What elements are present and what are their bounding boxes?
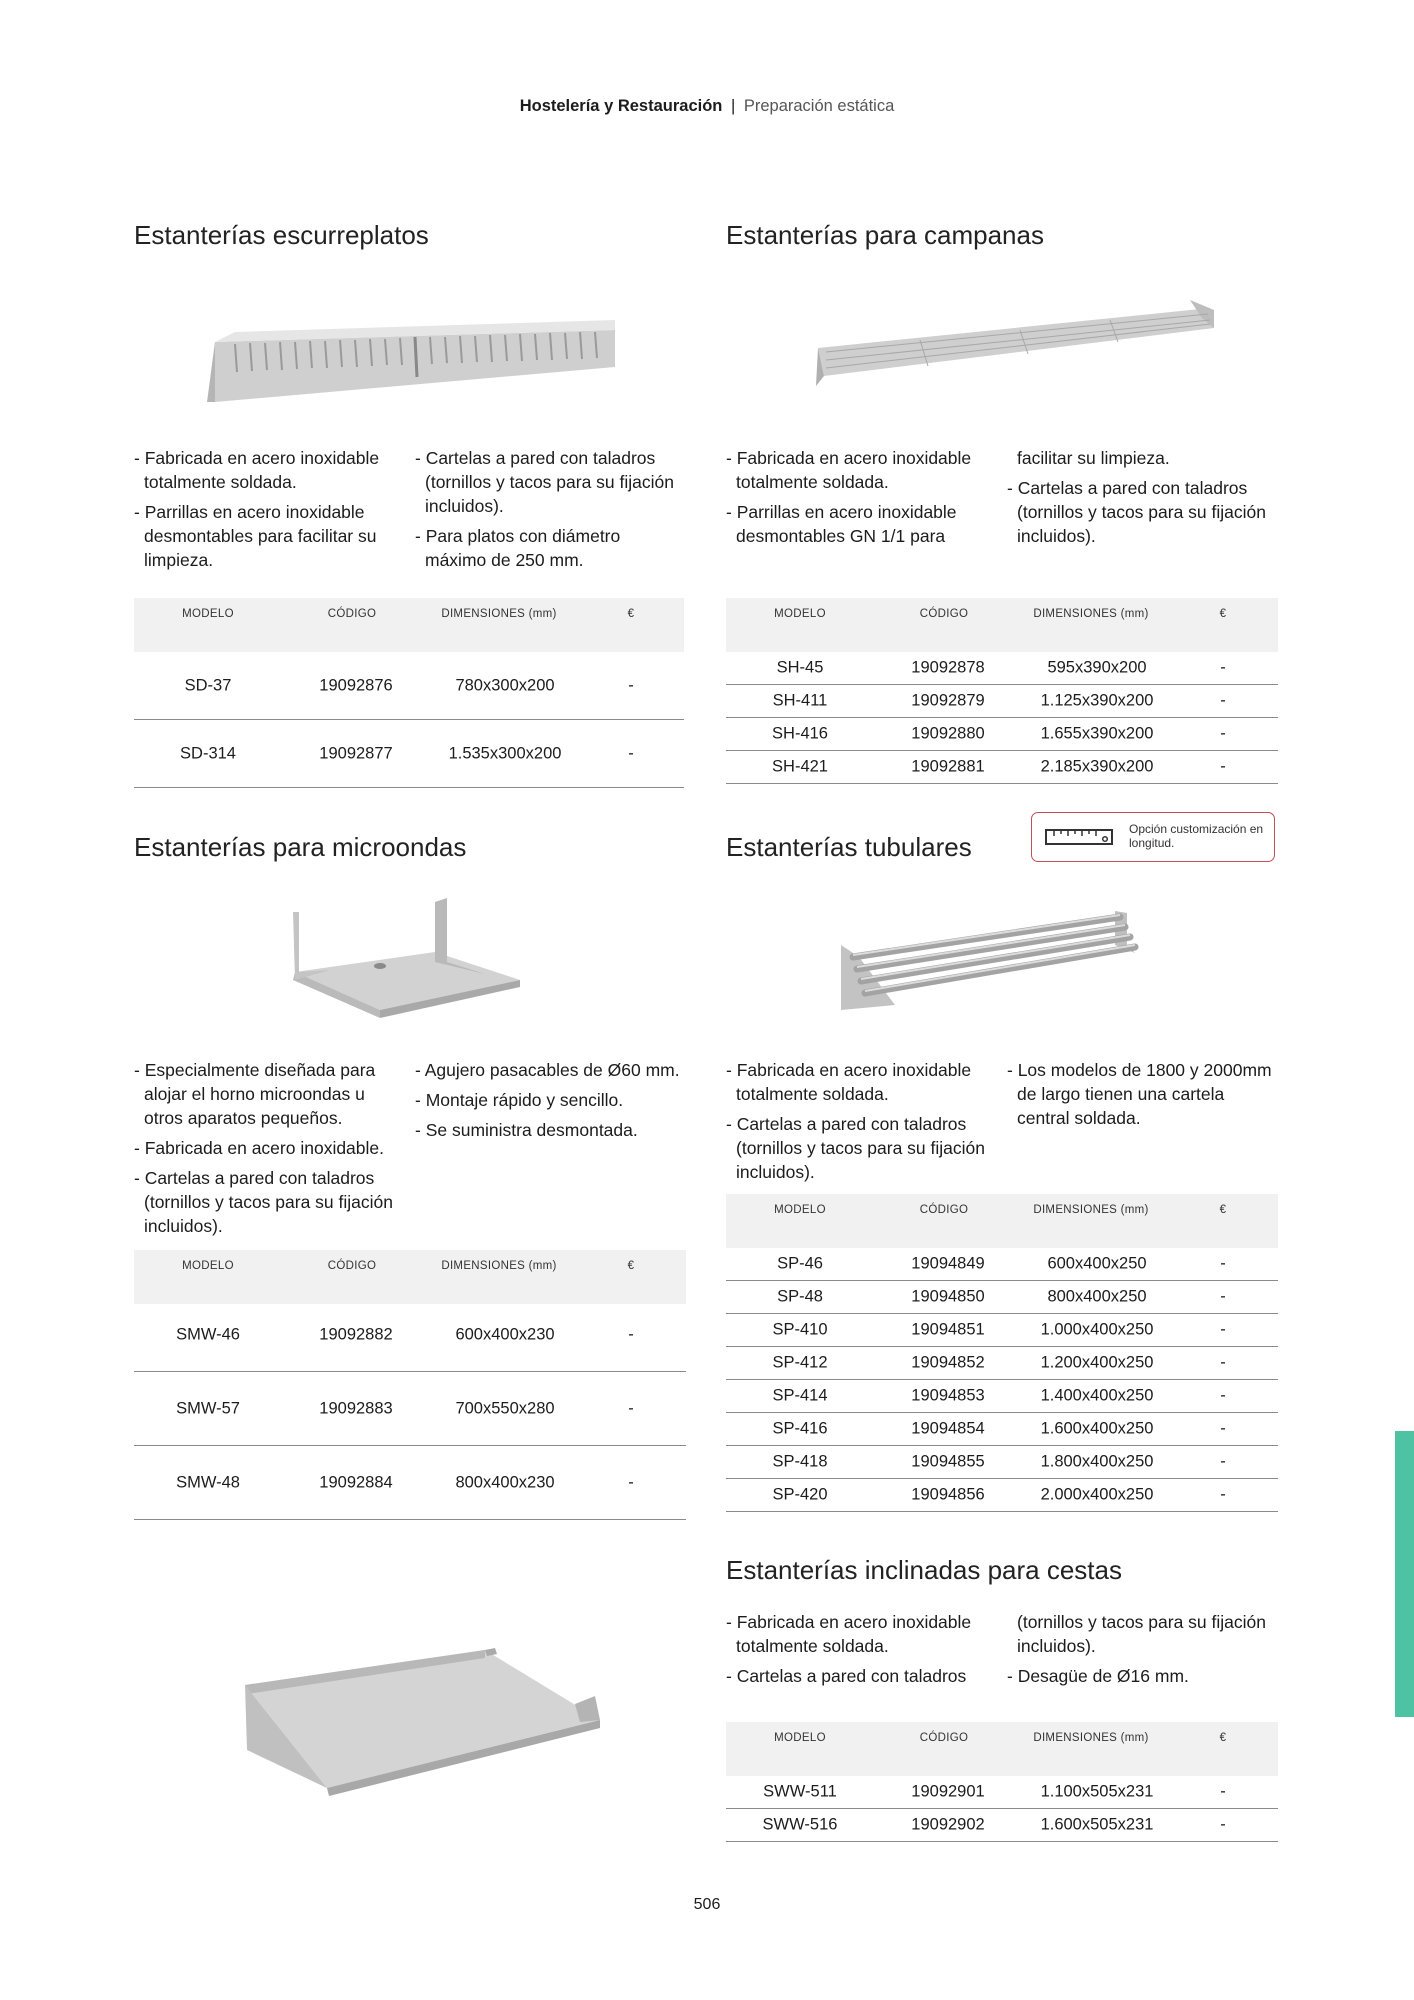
col-code: CÓDIGO	[919, 1204, 969, 1216]
cell-model: SP-420	[772, 1485, 828, 1504]
cell-price: -	[1220, 1287, 1226, 1306]
cell-code: 19092901	[911, 1782, 985, 1801]
cell-model: SH-416	[772, 724, 828, 743]
col-price: €	[1219, 1204, 1227, 1216]
microondas-table-header	[134, 1250, 686, 1304]
microwave-shelf-image	[285, 892, 525, 1022]
feature-item: - Se suministra desmontada.	[415, 1120, 638, 1140]
feature-item: - Parrillas en acero inoxidable desmontables para facilitar su limpieza.	[134, 502, 377, 570]
feature-item: - Fabricada en acero inoxidable.	[134, 1138, 385, 1158]
cestas-features-col1	[726, 1610, 1001, 1694]
cell-code: 19092881	[911, 757, 985, 776]
cell-code: 19092883	[319, 1399, 393, 1417]
col-dimensions: DIMENSIONES (mm)	[1033, 1732, 1149, 1744]
cell-code: 19094851	[911, 1320, 985, 1339]
table-row	[726, 1809, 1278, 1842]
feature-item: - Cartelas a pared con taladros (tornillos y tacos para su fijación incluidos).	[1007, 478, 1266, 546]
header-subcategory: Preparación estática	[743, 97, 895, 115]
cell-model: SH-411	[772, 691, 828, 710]
col-dimensions: DIMENSIONES (mm)	[1033, 1204, 1149, 1216]
col-price: €	[1219, 608, 1227, 620]
cell-code: 19092877	[319, 744, 393, 762]
table-row	[726, 751, 1278, 784]
cell-dimensions: 600x400x230	[455, 1325, 555, 1343]
cell-model: SP-414	[772, 1386, 828, 1405]
table-row	[726, 685, 1278, 718]
tubulares-table-header	[726, 1194, 1278, 1248]
cell-code: 19094853	[911, 1386, 985, 1405]
cell-model: SP-410	[772, 1320, 828, 1339]
tubulares-title: Estanterías tubulares	[726, 832, 972, 862]
table-row	[134, 652, 684, 720]
cell-price: -	[1220, 1782, 1226, 1801]
cell-model: SP-416	[772, 1419, 828, 1438]
page-header	[0, 97, 1414, 116]
cell-code: 19094854	[911, 1419, 985, 1438]
cell-model: SP-48	[777, 1287, 823, 1306]
basket-shelf-image	[235, 1640, 615, 1800]
cestas-table-header	[726, 1722, 1278, 1776]
table-row	[726, 652, 1278, 685]
cell-dimensions: 1.800x400x250	[1040, 1452, 1154, 1471]
header-separator: |	[730, 97, 736, 115]
cell-model: SMW-46	[176, 1325, 240, 1343]
tubulares-features-col1	[726, 1058, 1001, 1190]
campanas-features-col1	[726, 446, 996, 554]
feature-item: (tornillos y tacos para su fijación incluidos).	[1017, 1612, 1266, 1656]
col-price: €	[627, 608, 635, 620]
cell-model: SP-412	[772, 1353, 828, 1372]
cell-dimensions: 1.600x505x231	[1040, 1815, 1154, 1834]
tubulares-table	[726, 1248, 1278, 1512]
cell-model: SH-421	[772, 757, 828, 776]
table-row	[726, 1248, 1278, 1281]
cell-dimensions: 1.655x390x200	[1040, 724, 1154, 743]
cell-model: SMW-48	[176, 1473, 240, 1491]
col-price: €	[1219, 1732, 1227, 1744]
cell-model: SP-418	[772, 1452, 828, 1471]
table-row	[726, 1446, 1278, 1479]
cell-price: -	[1220, 691, 1226, 710]
cell-dimensions: 700x550x280	[455, 1399, 555, 1417]
feature-item: facilitar su limpieza.	[1017, 448, 1170, 468]
microondas-table	[134, 1298, 686, 1520]
tubular-shelf-image	[835, 905, 1185, 1015]
table-row	[726, 1347, 1278, 1380]
cell-price: -	[628, 744, 634, 762]
escurreplatos-table	[134, 652, 684, 788]
cell-price: -	[628, 1325, 634, 1343]
cell-dimensions: 1.400x400x250	[1040, 1386, 1154, 1405]
cell-model: SD-37	[184, 676, 232, 694]
cell-price: -	[1220, 1320, 1226, 1339]
col-code: CÓDIGO	[919, 1732, 969, 1744]
cell-code: 19094855	[911, 1452, 985, 1471]
feature-item: - Desagüe de Ø16 mm.	[1007, 1666, 1189, 1686]
feature-item: - Cartelas a pared con taladros (tornillos y tacos para su fijación incluidos).	[415, 448, 674, 516]
section-tab-marker	[1395, 1431, 1414, 1717]
escurreplatos-title: Estanterías escurreplatos	[134, 220, 429, 250]
campanas-title: Estanterías para campanas	[726, 220, 1044, 250]
campanas-table	[726, 652, 1278, 784]
cell-price: -	[628, 1399, 634, 1417]
table-row	[726, 1380, 1278, 1413]
page-number: 506	[693, 1896, 721, 1913]
cell-code: 19092902	[911, 1815, 985, 1834]
table-row	[726, 1479, 1278, 1512]
ruler-icon	[1045, 827, 1115, 847]
cell-code: 19094850	[911, 1287, 985, 1306]
cell-price: -	[1220, 1353, 1226, 1372]
cestas-features-col2	[1007, 1610, 1282, 1694]
cell-price: -	[1220, 757, 1226, 776]
cell-code: 19092876	[319, 676, 393, 694]
cell-price: -	[1220, 1815, 1226, 1834]
col-model: MODELO	[774, 1204, 826, 1216]
feature-item: - Los modelos de 1800 y 2000mm de largo tienen una cartela central soldada.	[1007, 1060, 1272, 1128]
cell-price: -	[1220, 724, 1226, 743]
cell-price: -	[1220, 658, 1226, 677]
feature-item: - Especialmente diseñada para alojar el horno microondas u otros aparatos pequeños.	[134, 1060, 376, 1128]
campanas-features-col2	[1007, 446, 1282, 554]
cell-code: 19092882	[319, 1325, 393, 1343]
cell-dimensions: 1.100x505x231	[1040, 1782, 1154, 1801]
customization-badge	[1031, 812, 1275, 862]
cell-code: 19094856	[911, 1485, 985, 1504]
col-code: CÓDIGO	[327, 1260, 377, 1272]
table-row	[726, 1281, 1278, 1314]
cell-dimensions: 2.185x390x200	[1040, 757, 1154, 776]
col-dimensions: DIMENSIONES (mm)	[1033, 608, 1149, 620]
feature-item: - Cartelas a pared con taladros (tornillos y tacos para su fijación incluidos).	[726, 1114, 985, 1182]
col-code: CÓDIGO	[327, 608, 377, 620]
cell-dimensions: 1.600x400x250	[1040, 1419, 1154, 1438]
escurreplatos-features-col2	[415, 446, 685, 578]
cell-model: SWW-511	[763, 1782, 837, 1801]
cell-model: SD-314	[180, 744, 236, 762]
col-price: €	[627, 1260, 635, 1272]
col-model: MODELO	[774, 1732, 826, 1744]
cell-price: -	[628, 1473, 634, 1491]
cell-dimensions: 780x300x200	[455, 676, 555, 694]
cell-model: SWW-516	[762, 1815, 838, 1834]
cell-price: -	[1220, 1419, 1226, 1438]
table-row	[134, 1298, 686, 1372]
table-row	[134, 720, 684, 788]
header-category: Hostelería y Restauración	[519, 97, 723, 115]
hood-shelf-image	[810, 290, 1220, 400]
feature-item: - Montaje rápido y sencillo.	[415, 1090, 624, 1110]
feature-item: - Parrillas en acero inoxidable desmontables GN 1/1 para	[726, 502, 957, 546]
col-model: MODELO	[182, 608, 234, 620]
table-row	[134, 1372, 686, 1446]
cell-price: -	[628, 676, 634, 694]
table-row	[726, 1776, 1278, 1809]
feature-item: - Fabricada en acero inoxidable totalmente soldada.	[134, 448, 380, 492]
col-code: CÓDIGO	[919, 608, 969, 620]
cell-code: 19094852	[911, 1353, 985, 1372]
col-dimensions: DIMENSIONES (mm)	[441, 608, 557, 620]
cell-dimensions: 800x400x250	[1047, 1287, 1147, 1306]
cell-dimensions: 600x400x250	[1047, 1254, 1147, 1273]
col-dimensions: DIMENSIONES (mm)	[441, 1260, 557, 1272]
cell-code: 19092879	[911, 691, 985, 710]
cell-model: SH-45	[776, 658, 824, 677]
cell-price: -	[1220, 1452, 1226, 1471]
cestas-table	[726, 1776, 1278, 1842]
dish-rack-shelf-image	[205, 292, 625, 412]
microondas-features-col1	[134, 1058, 404, 1244]
table-row	[726, 718, 1278, 751]
cell-price: -	[1220, 1485, 1226, 1504]
cell-dimensions: 1.125x390x200	[1040, 691, 1154, 710]
cell-model: SMW-57	[176, 1399, 240, 1417]
tubulares-features-col2	[1007, 1058, 1277, 1136]
feature-item: - Fabricada en acero inoxidable totalmente soldada.	[726, 1060, 972, 1104]
microondas-title: Estanterías para microondas	[134, 832, 467, 862]
cell-dimensions: 2.000x400x250	[1040, 1485, 1154, 1504]
campanas-table-header	[726, 598, 1278, 652]
customization-label: Opción customización en longitud.	[1129, 822, 1264, 850]
table-row	[726, 1314, 1278, 1347]
cell-dimensions: 595x390x200	[1047, 658, 1147, 677]
cell-dimensions: 1.535x300x200	[448, 744, 562, 762]
cell-code: 19092884	[319, 1473, 393, 1491]
cell-price: -	[1220, 1386, 1226, 1405]
cell-dimensions: 1.000x400x250	[1040, 1320, 1154, 1339]
cell-model: SP-46	[777, 1254, 823, 1273]
cell-code: 19092878	[911, 658, 985, 677]
feature-item: - Agujero pasacables de Ø60 mm.	[415, 1060, 680, 1080]
escurreplatos-features-col1	[134, 446, 394, 578]
table-row	[726, 1413, 1278, 1446]
cell-price: -	[1220, 1254, 1226, 1273]
feature-item: - Fabricada en acero inoxidable totalmente soldada.	[726, 448, 972, 492]
col-model: MODELO	[182, 1260, 234, 1272]
escurreplatos-table-header	[134, 598, 684, 652]
cell-code: 19092880	[911, 724, 985, 743]
feature-item: - Para platos con diámetro máximo de 250 mm.	[415, 526, 621, 570]
cell-dimensions: 800x400x230	[455, 1473, 555, 1491]
cell-dimensions: 1.200x400x250	[1040, 1353, 1154, 1372]
col-model: MODELO	[774, 608, 826, 620]
cell-code: 19094849	[911, 1254, 985, 1273]
feature-item: - Cartelas a pared con taladros	[726, 1666, 967, 1686]
cestas-title: Estanterías inclinadas para cestas	[726, 1555, 1122, 1585]
feature-item: - Cartelas a pared con taladros (tornillos y tacos para su fijación incluidos).	[134, 1168, 393, 1236]
microondas-features-col2	[415, 1058, 695, 1148]
feature-item: - Fabricada en acero inoxidable totalmente soldada.	[726, 1612, 972, 1656]
table-row	[134, 1446, 686, 1520]
